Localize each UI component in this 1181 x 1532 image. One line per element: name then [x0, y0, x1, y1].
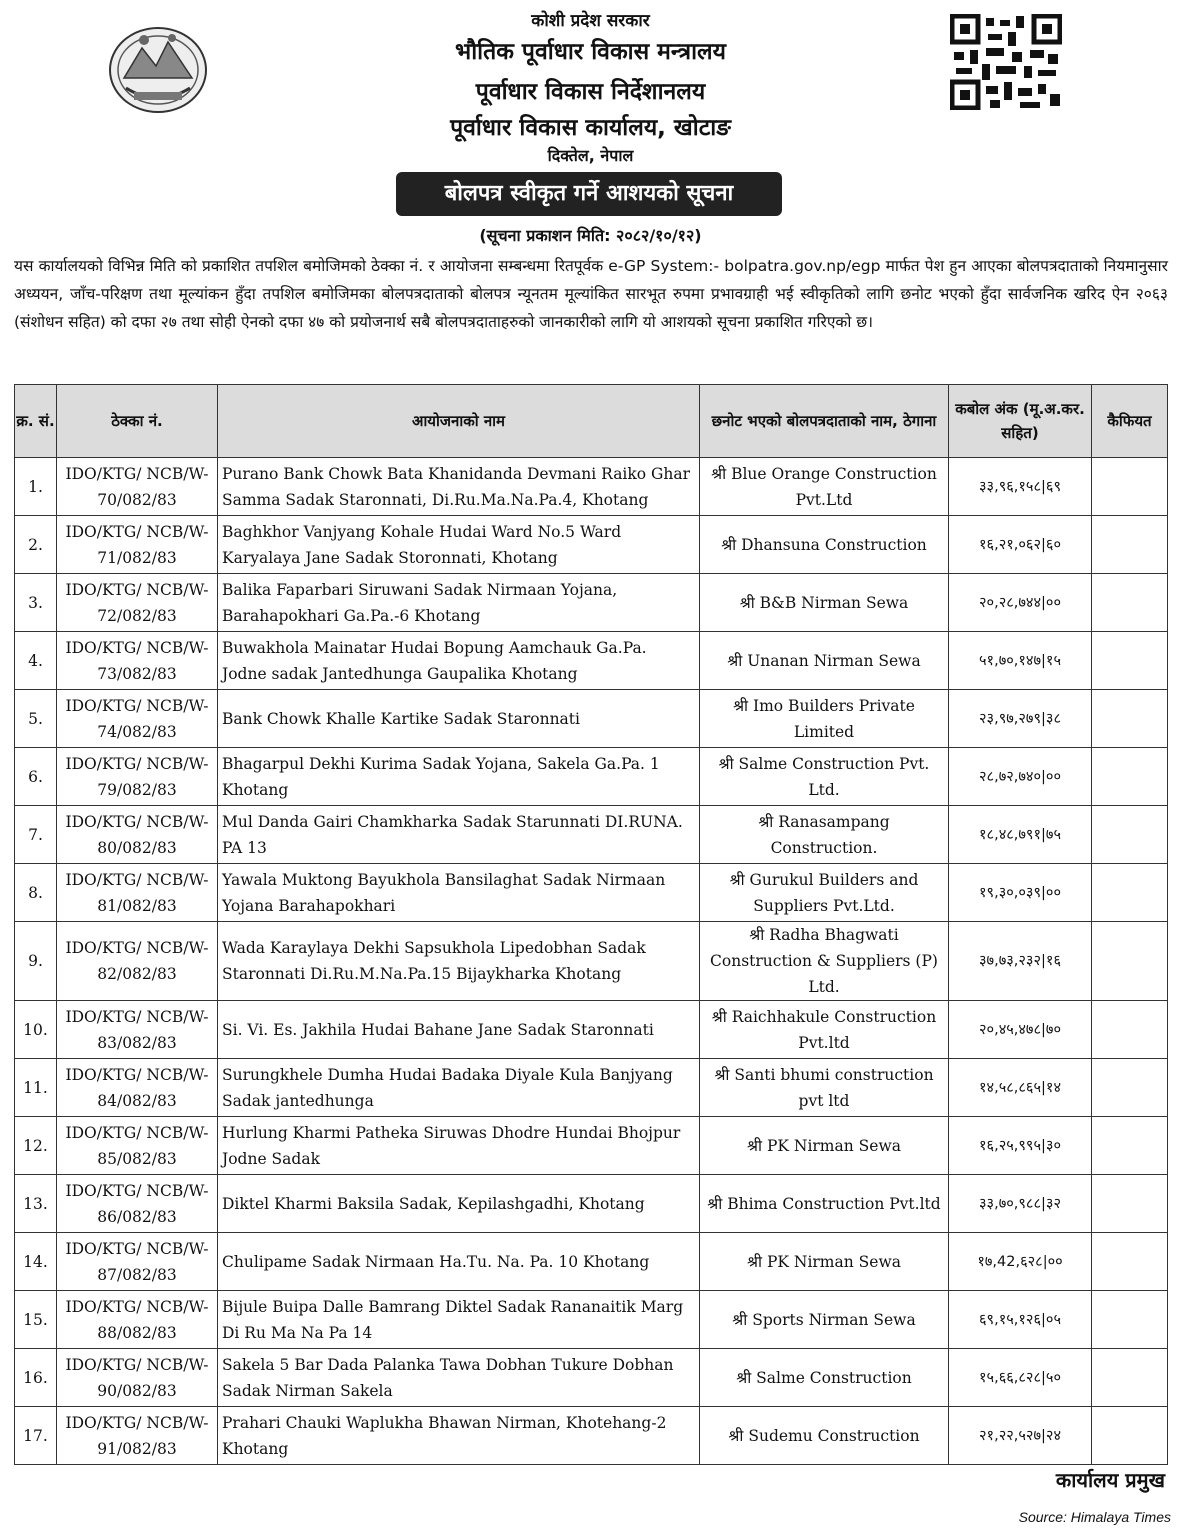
cell-bidder: श्री Gurukul Builders and Suppliers Pvt.Ltd. [700, 864, 949, 922]
table-row [15, 632, 1168, 690]
cell-bid-amount: २०,२८,७४४|०० [949, 574, 1092, 632]
table-row [15, 516, 1168, 574]
cell-remarks [1092, 1233, 1168, 1291]
cell-bid-amount: १५,६६,८२८|५० [949, 1349, 1092, 1407]
cell-bid-amount: १६,२१,०६२|६० [949, 516, 1092, 574]
cell-serial-no: 9. [15, 922, 57, 1001]
cell-serial-no: 3. [15, 574, 57, 632]
notice-header [0, 0, 1181, 250]
cell-contract-no: IDO/KTG/ NCB/W-90/082/83 [57, 1349, 218, 1407]
cell-serial-no: 12. [15, 1117, 57, 1175]
table-row [15, 922, 1168, 1001]
cell-contract-no: IDO/KTG/ NCB/W-88/082/83 [57, 1291, 218, 1349]
cell-contract-no: IDO/KTG/ NCB/W-73/082/83 [57, 632, 218, 690]
table-row [15, 864, 1168, 922]
table-row [15, 1175, 1168, 1233]
cell-bid-amount: २१,२२,५२७|२४ [949, 1407, 1092, 1465]
cell-bidder: श्री Ranasampang Construction. [700, 806, 949, 864]
cell-contract-no: IDO/KTG/ NCB/W-81/082/83 [57, 864, 218, 922]
cell-bidder: श्री Imo Builders Private Limited [700, 690, 949, 748]
cell-serial-no: 6. [15, 748, 57, 806]
table-row [15, 1291, 1168, 1349]
header-serial-no: क्र. सं. [15, 385, 57, 458]
cell-bid-amount: १९,३०,०३९|०० [949, 864, 1092, 922]
cell-project-name: Mul Danda Gairi Chamkharka Sadak Starunnati DI.RUNA. PA 13 [218, 806, 700, 864]
cell-remarks [1092, 1349, 1168, 1407]
cell-project-name: Sakela 5 Bar Dada Palanka Tawa Dobhan Tukure Dobhan Sadak Nirman Sakela [218, 1349, 700, 1407]
table-row [15, 806, 1168, 864]
source-credit: Source: Himalaya Times [1018, 1509, 1171, 1525]
cell-bid-amount: ६९,१५,१२६|०५ [949, 1291, 1092, 1349]
cell-remarks [1092, 574, 1168, 632]
cell-project-name: Bijule Buipa Dalle Bamrang Diktel Sadak Rananaitik Marg Di Ru Ma Na Pa 14 [218, 1291, 700, 1349]
cell-bid-amount: २३,९७,२७९|३८ [949, 690, 1092, 748]
table-row [15, 1349, 1168, 1407]
header-bidder: छनोट भएको बोलपत्रदाताको नाम, ठेगाना [700, 385, 949, 458]
cell-bidder: श्री Salme Construction [700, 1349, 949, 1407]
cell-bid-amount: ३३,९६,१५८|६९ [949, 458, 1092, 516]
cell-remarks [1092, 864, 1168, 922]
table-row [15, 1117, 1168, 1175]
cell-serial-no: 15. [15, 1291, 57, 1349]
cell-contract-no: IDO/KTG/ NCB/W-86/082/83 [57, 1175, 218, 1233]
cell-project-name: Yawala Muktong Bayukhola Bansilaghat Sadak Nirmaan Yojana Barahapokhari [218, 864, 700, 922]
cell-bid-amount: २८,७२,७४०|०० [949, 748, 1092, 806]
cell-project-name: Prahari Chauki Waplukha Bhawan Nirman, Khotehang-2 Khotang [218, 1407, 700, 1465]
cell-serial-no: 2. [15, 516, 57, 574]
cell-serial-no: 8. [15, 864, 57, 922]
cell-serial-no: 7. [15, 806, 57, 864]
cell-bid-amount: ३३,७०,९८८|३२ [949, 1175, 1092, 1233]
table-row [15, 1407, 1168, 1465]
cell-bid-amount: १८,४८,७९१|७५ [949, 806, 1092, 864]
selected-bidders-table [14, 384, 1168, 1465]
cell-project-name: Chulipame Sadak Nirmaan Ha.Tu. Na. Pa. 10 Khotang [218, 1233, 700, 1291]
cell-remarks [1092, 806, 1168, 864]
directorate-heading: पूर्वाधार विकास निर्देशानलय [475, 79, 706, 105]
province-government-heading: कोशी प्रदेश सरकार [531, 11, 650, 31]
cell-bid-amount: १७,42,६२८|०० [949, 1233, 1092, 1291]
cell-project-name: Hurlung Kharmi Patheka Siruwas Dhodre Hundai Bhojpur Jodne Sadak [218, 1117, 700, 1175]
table-header-row [15, 385, 1168, 458]
cell-serial-no: 11. [15, 1059, 57, 1117]
cell-remarks [1092, 632, 1168, 690]
cell-contract-no: IDO/KTG/ NCB/W-70/082/83 [57, 458, 218, 516]
cell-remarks [1092, 690, 1168, 748]
table-row [15, 1233, 1168, 1291]
cell-project-name: Buwakhola Mainatar Hudai Bopung Aamchauk Ga.Pa. Jodne sadak Jantedhunga Gaupalika Khotang [218, 632, 700, 690]
cell-contract-no: IDO/KTG/ NCB/W-82/082/83 [57, 922, 218, 1001]
header-bid-amount: कबोल अंक (मू.अ.कर. सहित) [949, 385, 1092, 458]
cell-remarks [1092, 516, 1168, 574]
table-row [15, 1001, 1168, 1059]
cell-serial-no: 14. [15, 1233, 57, 1291]
cell-remarks [1092, 1001, 1168, 1059]
table-row [15, 690, 1168, 748]
cell-bidder: श्री Unanan Nirman Sewa [700, 632, 949, 690]
cell-contract-no: IDO/KTG/ NCB/W-85/082/83 [57, 1117, 218, 1175]
cell-bidder: श्री Sports Nirman Sewa [700, 1291, 949, 1349]
intro-paragraph: यस कार्यालयको विभिन्न मिति को प्रकाशित तपशिल बमोजिमको ठेक्का नं. र आयोजना सम्बन्धमा रितपूर्वक e-GP System:- bolpatra.gov.np/egp मार्फत पेश हुन आएका बोलपत्रदाताको नियमानुसार अध्ययन, जाँच-परिक्षण तथा मूल्यांकन हुँदा तपशिल बमोजिमका बोलपत्रदाताको बोलपत्र न्यूनतम मूल्यांकित सारभूत रुपमा प्रभावग्राही भई स्वीकृतिको लागि छनोट भएको हुँदा सार्वजनिक खरिद ऐन २०६३ (संशोधन सहित) को दफा २७ तथा सोही ऐनको दफा ४७ को प्रयोजनार्थ सबै बोलपत्रदाताहरुको जानकारीको लागि यो आशयको सूचना प्रकाशित गरिएको छ। [14, 257, 1168, 331]
cell-serial-no: 17. [15, 1407, 57, 1465]
table-row [15, 748, 1168, 806]
cell-serial-no: 13. [15, 1175, 57, 1233]
cell-project-name: Baghkhor Vanjyang Kohale Hudai Ward No.5 Ward Karyalaya Jane Sadak Storonnati, Khotang [218, 516, 700, 574]
cell-contract-no: IDO/KTG/ NCB/W-72/082/83 [57, 574, 218, 632]
cell-remarks [1092, 1175, 1168, 1233]
header-contract-no: ठेक्का नं. [57, 385, 218, 458]
cell-remarks [1092, 1407, 1168, 1465]
header-project-name: आयोजनाको नाम [218, 385, 700, 458]
notice-title-banner: बोलपत्र स्वीकृत गर्ने आशयको सूचना [396, 172, 782, 216]
cell-bid-amount: १६,२५,९९५|३० [949, 1117, 1092, 1175]
cell-remarks [1092, 1117, 1168, 1175]
cell-serial-no: 5. [15, 690, 57, 748]
cell-contract-no: IDO/KTG/ NCB/W-79/082/83 [57, 748, 218, 806]
cell-project-name: Si. Vi. Es. Jakhila Hudai Bahane Jane Sadak Staronnati [218, 1001, 700, 1059]
cell-project-name: Diktel Kharmi Baksila Sadak, Kepilashgadhi, Khotang [218, 1175, 700, 1233]
cell-bid-amount: १४,५८,८६५|१४ [949, 1059, 1092, 1117]
cell-remarks [1092, 922, 1168, 1001]
cell-serial-no: 4. [15, 632, 57, 690]
cell-bidder: श्री Blue Orange Construction Pvt.Ltd [700, 458, 949, 516]
cell-serial-no: 16. [15, 1349, 57, 1407]
cell-bidder: श्री Sudemu Construction [700, 1407, 949, 1465]
cell-remarks [1092, 458, 1168, 516]
cell-bidder: श्री B&B Nirman Sewa [700, 574, 949, 632]
cell-serial-no: 1. [15, 458, 57, 516]
cell-serial-no: 10. [15, 1001, 57, 1059]
cell-project-name: Wada Karaylaya Dekhi Sapsukhola Lipedobhan Sadak Staronnati Di.Ru.M.Na.Pa.15 Bijaykharka Khotang [218, 922, 700, 1001]
cell-bidder: श्री Bhima Construction Pvt.ltd [700, 1175, 949, 1233]
cell-contract-no: IDO/KTG/ NCB/W-83/082/83 [57, 1001, 218, 1059]
cell-bid-amount: ५१,७०,१४७|१५ [949, 632, 1092, 690]
cell-project-name: Balika Faparbari Siruwani Sadak Nirmaan Yojana, Barahapokhari Ga.Pa.-6 Khotang [218, 574, 700, 632]
cell-project-name: Bhagarpul Dekhi Kurima Sadak Yojana, Sakela Ga.Pa. 1 Khotang [218, 748, 700, 806]
cell-remarks [1092, 1059, 1168, 1117]
cell-contract-no: IDO/KTG/ NCB/W-71/082/83 [57, 516, 218, 574]
header-remarks: कैफियत [1092, 385, 1168, 458]
cell-contract-no: IDO/KTG/ NCB/W-91/082/83 [57, 1407, 218, 1465]
cell-bidder: श्री Radha Bhagwati Construction & Suppliers (P) Ltd. [700, 922, 949, 1001]
cell-bidder: श्री PK Nirman Sewa [700, 1233, 949, 1291]
cell-contract-no: IDO/KTG/ NCB/W-80/082/83 [57, 806, 218, 864]
cell-bidder: श्री Dhansuna Construction [700, 516, 949, 574]
publication-date: (सूचना प्रकाशन मिति: २०८२/१०/१२) [479, 226, 702, 245]
cell-bid-amount: ३७,७३,२३२|१६ [949, 922, 1092, 1001]
ministry-heading: भौतिक पूर्वाधार विकास मन्त्रालय [455, 39, 726, 65]
cell-project-name: Purano Bank Chowk Bata Khanidanda Devmani Raiko Ghar Samma Sadak Staronnati, Di.Ru.Ma.Na.Pa.4, Khotang [218, 458, 700, 516]
office-chief-signature: कार्यालय प्रमुख [1055, 1468, 1165, 1492]
cell-bidder: श्री Raichhakule Construction Pvt.ltd [700, 1001, 949, 1059]
cell-project-name: Bank Chowk Khalle Kartike Sadak Staronnati [218, 690, 700, 748]
cell-bidder: श्री PK Nirman Sewa [700, 1117, 949, 1175]
cell-project-name: Surungkhele Dumha Hudai Badaka Diyale Kula Banjyang Sadak jantedhunga [218, 1059, 700, 1117]
cell-remarks [1092, 1291, 1168, 1349]
cell-contract-no: IDO/KTG/ NCB/W-87/082/83 [57, 1233, 218, 1291]
table-row [15, 1059, 1168, 1117]
cell-contract-no: IDO/KTG/ NCB/W-74/082/83 [57, 690, 218, 748]
cell-bidder: श्री Salme Construction Pvt. Ltd. [700, 748, 949, 806]
cell-bid-amount: २०,४५,४७८|७० [949, 1001, 1092, 1059]
office-address: दिक्तेल, नेपाल [547, 146, 634, 165]
cell-contract-no: IDO/KTG/ NCB/W-84/082/83 [57, 1059, 218, 1117]
office-heading: पूर्वाधार विकास कार्यालय, खोटाङ [450, 115, 731, 141]
cell-remarks [1092, 748, 1168, 806]
table-row [15, 458, 1168, 516]
table-row [15, 574, 1168, 632]
cell-bidder: श्री Santi bhumi construction pvt ltd [700, 1059, 949, 1117]
